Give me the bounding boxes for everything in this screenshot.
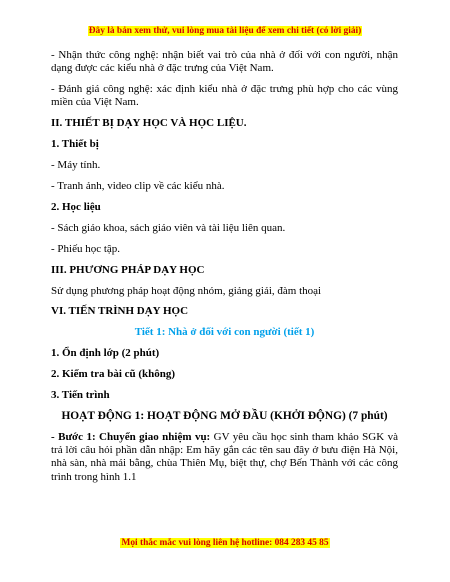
step-on-dinh-lop: 1. Ổn định lớp (2 phút) (51, 347, 160, 360)
heading-hoc-lieu: 2. Học liệu (51, 200, 101, 213)
heading-tien-trinh: VI. TIẾN TRÌNH DẠY HỌC (51, 305, 189, 318)
paragraph-nhan-thuc: - Nhận thức công nghệ: nhận biết vai trò của nhà ở đối với con người, nhận dạng được các kiểu nhà ở đặc trưng của Việt Nam. (51, 49, 398, 75)
activity-heading: HOẠT ĐỘNG 1: HOẠT ĐỘNG MỞ ĐẦU (KHỞI ĐỘNG) (7 phút) (61, 409, 388, 422)
step-tien-trinh: 3. Tiến trình (51, 388, 110, 401)
item-tranh-anh: - Tranh ảnh, video clip về các kiểu nhà. (51, 180, 225, 193)
preview-banner: Đây là bản xem thử, vui lòng mua tài liệu để xem chi tiết (có lời giải) (88, 26, 362, 36)
heading-thiet-bi-hoc-lieu: II. THIẾT BỊ DẠY HỌC VÀ HỌC LIỆU. (51, 117, 247, 130)
step-text: GV yêu cầu học sinh tham khảo SGK và trả lời câu hỏi phần dẫn nhập: Em hãy gắn các tên sau đây ở bưu điện Hà Nội, nhà sàn, nhà mái bằng, chùa Thiên Mụ, biệt thự, chợ Bến Thành với các công trình trong hình 1.1 (51, 430, 399, 483)
item-sach-giao-khoa: - Sách giáo khoa, sách giáo viên và tài liệu liên quan. (51, 221, 286, 234)
paragraph-danh-gia: - Đánh giá công nghệ: xác định kiểu nhà ở đặc trưng phù hợp cho các vùng miền của Việt Nam. (51, 83, 398, 109)
paragraph-buoc-1 (51, 431, 398, 484)
heading-thiet-bi: 1. Thiết bị (51, 138, 99, 151)
lesson-title: Tiết 1: Nhà ở đối với con người (tiết 1) (134, 326, 315, 339)
heading-phuong-phap: III. PHƯƠNG PHÁP DẠY HỌC (51, 263, 205, 276)
step-kiem-tra-bai-cu: 2. Kiểm tra bài cũ (không) (51, 368, 176, 381)
item-phieu-hoc-tap: - Phiếu học tập. (51, 242, 121, 255)
document-body (51, 49, 398, 492)
item-may-tinh: - Máy tính. (51, 159, 101, 172)
paragraph-phuong-phap: Sử dụng phương pháp hoạt động nhóm, giảng giải, đàm thoại (51, 284, 322, 297)
step-label: - Bước 1: Chuyển giao nhiệm vụ: (51, 430, 211, 443)
hotline-banner: Mọi thắc mắc vui lòng liên hệ hotline: 084 283 45 85 (121, 538, 329, 548)
